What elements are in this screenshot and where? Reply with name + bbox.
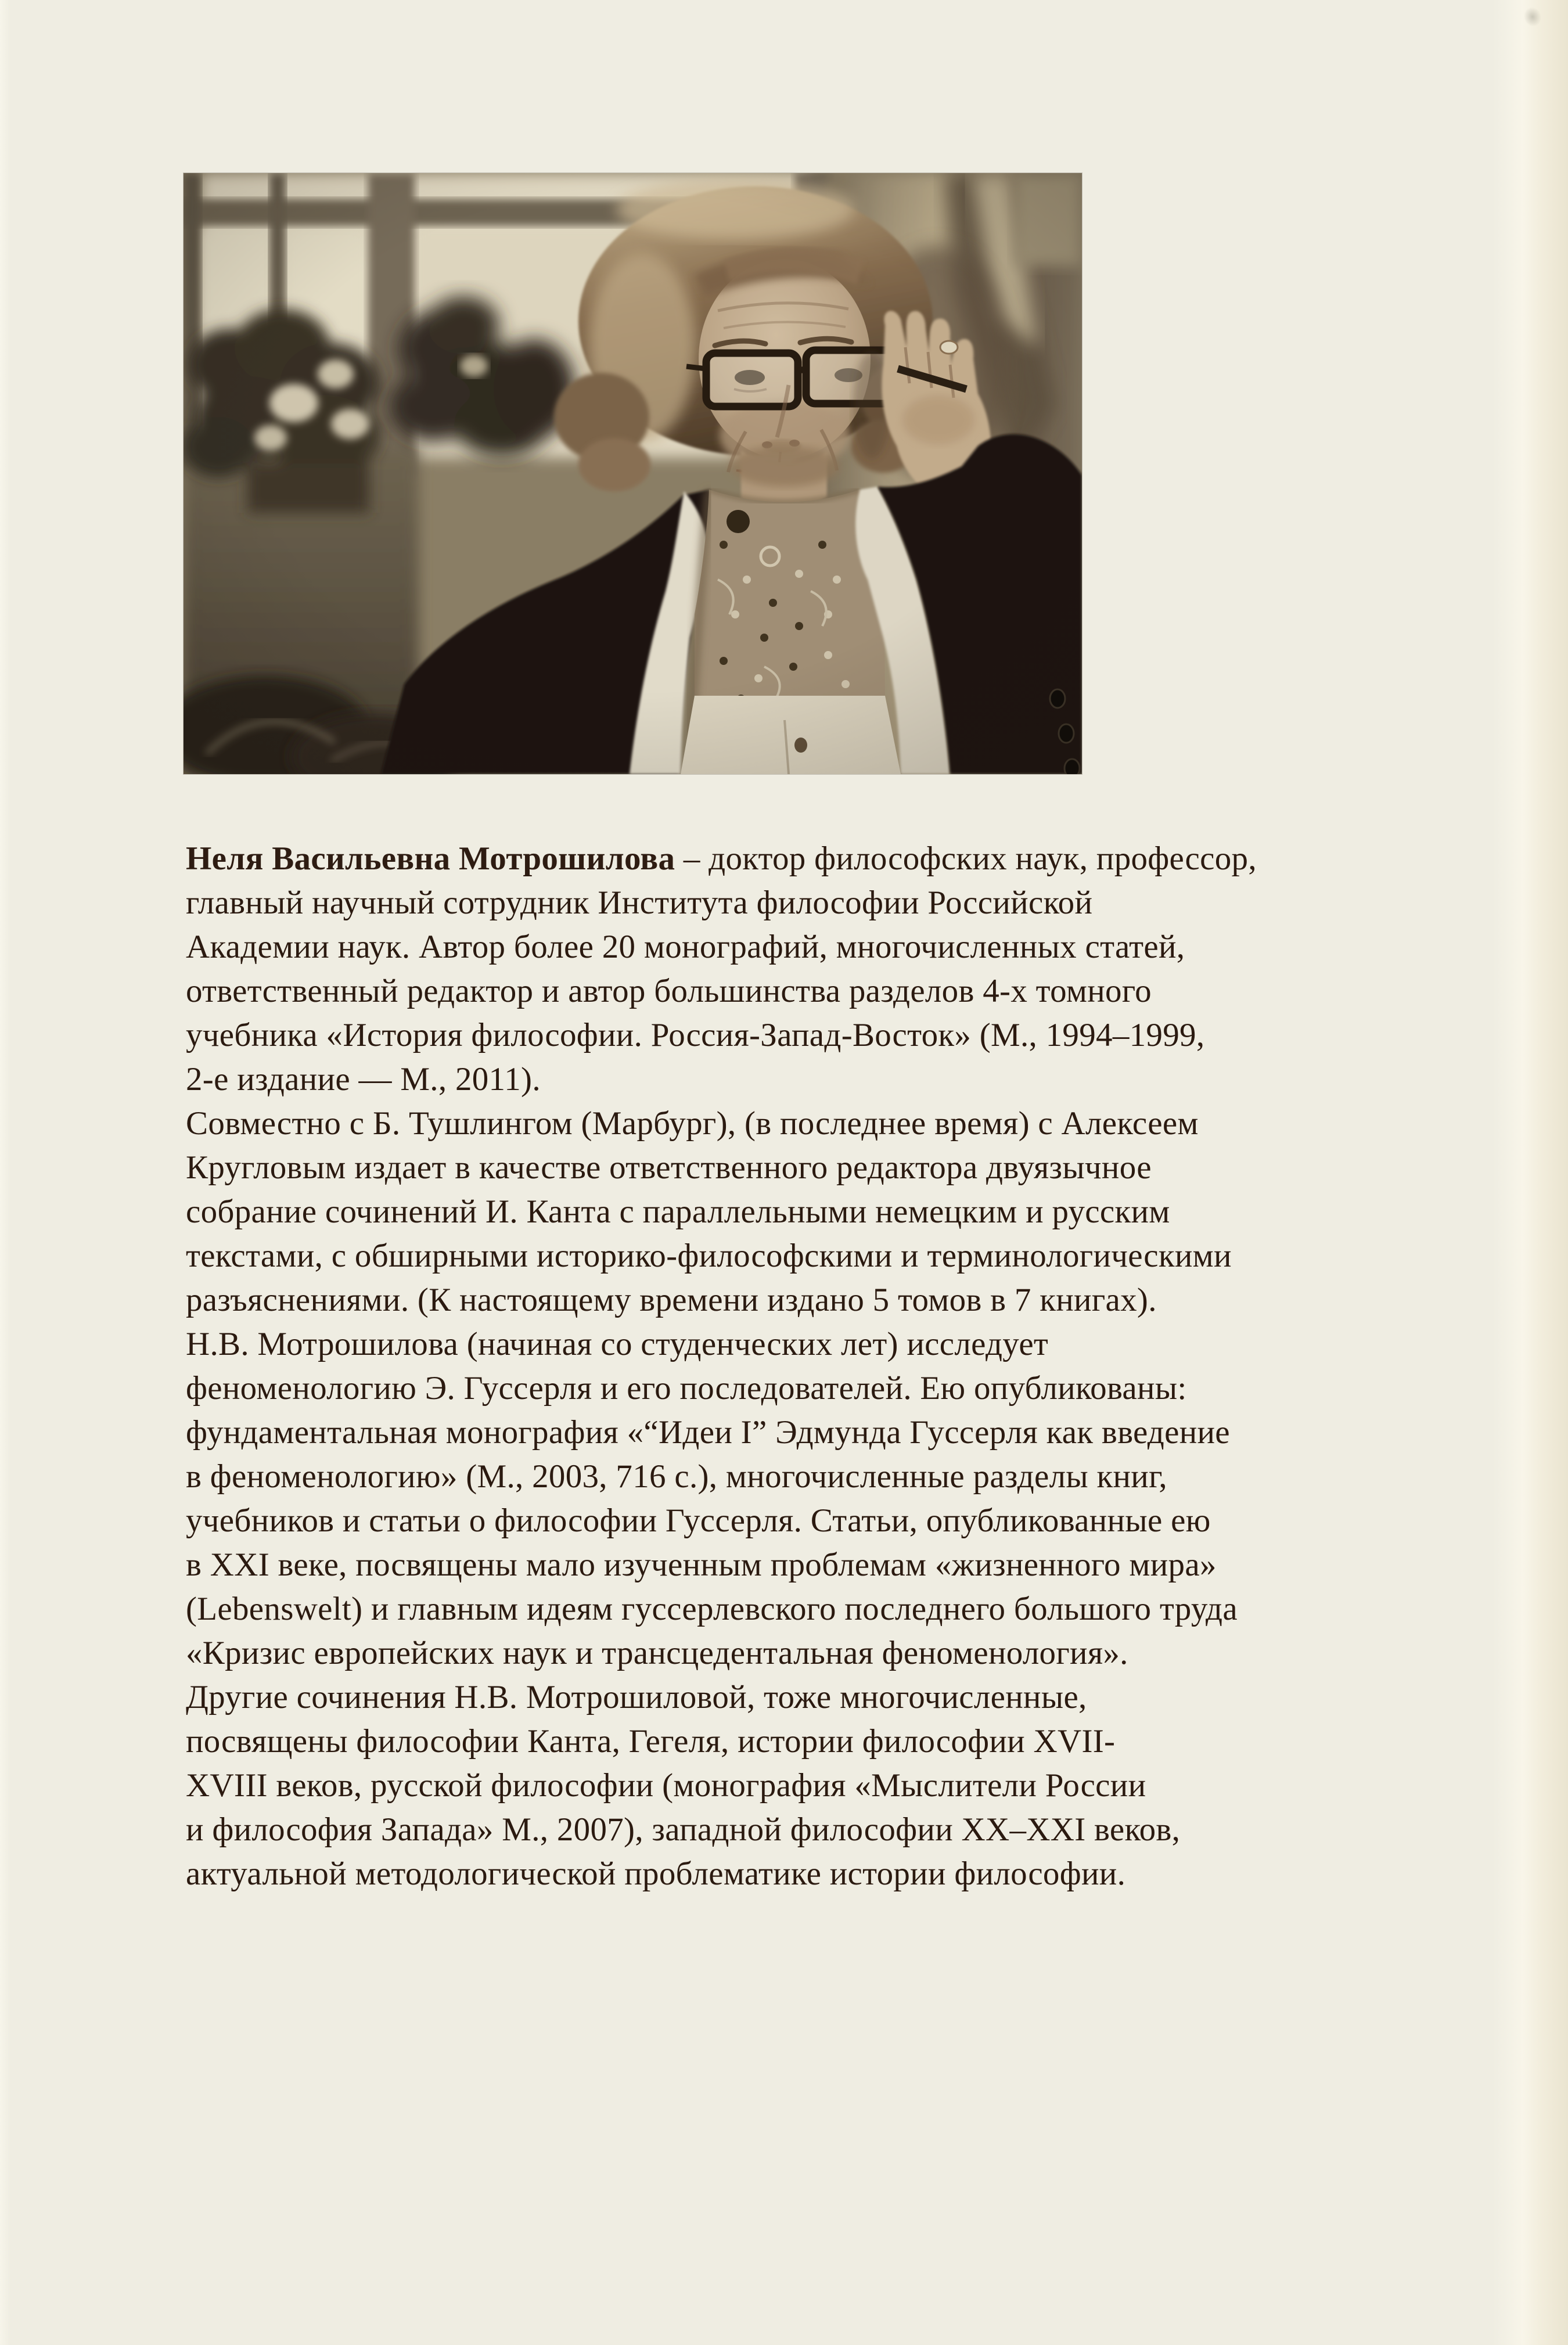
bio-line: феноменологию Э. Гуссерля и его последователей. Ею опубликованы: <box>186 1370 1187 1407</box>
portrait-photo <box>184 173 1082 774</box>
bio-line: ответственный редактор и автор большинства разделов 4-х томного <box>186 973 1152 1009</box>
bio-line: разъяснениями. (К настоящему времени издано 5 томов в 7 книгах). <box>186 1282 1157 1318</box>
scan-left-edge <box>0 0 10 2345</box>
bio-line: «Кризис европейских наук и трансцедентальная феноменология». <box>186 1635 1128 1671</box>
person-name: Неля Васильевна Мотрошилова <box>186 840 675 877</box>
bio-line: Другие сочинения Н.В. Мотрошиловой, тоже многочисленные, <box>186 1679 1087 1715</box>
bio-line: актуальной методологической проблематике истории философии. <box>186 1855 1126 1892</box>
bio-line: в феноменологию» (М., 2003, 716 с.), многочисленные разделы книг, <box>186 1458 1167 1495</box>
bio-line: учебника «История философии. Россия-Запад-Восток» (М., 1994–1999, <box>186 1017 1205 1053</box>
bio-line: Совместно с Б. Тушлингом (Марбург), (в последнее время) с Алексеем <box>186 1105 1199 1142</box>
bio-line: Н.В. Мотрошилова (начиная со студенческих лет) исследует <box>186 1326 1049 1362</box>
bio-line-name-rest: – доктор философских наук, профессор, <box>675 840 1257 877</box>
bio-line: посвящены философии Канта, Гегеля, истории философии XVII- <box>186 1723 1116 1760</box>
bio-line: главный научный сотрудник Института философии Российской <box>186 884 1093 921</box>
portrait-illustration <box>184 173 1082 774</box>
bio-line-name <box>186 837 1411 881</box>
bio-line: текстами, с обширными историко-философскими и терминологическими <box>186 1238 1232 1274</box>
bio-line: и философия Запада» М., 2007), западной философии XX–XXI веков, <box>186 1811 1181 1848</box>
bio-line: учебников и статьи о философии Гуссерля. Статьи, опубликованные ею <box>186 1502 1211 1539</box>
bio-line: (Lebenswelt) и главным идеям гуссерлевского последнего большого труда <box>186 1591 1238 1627</box>
scan-right-edge <box>1493 0 1568 2345</box>
bio-line: Кругловым издает в качестве ответственного редактора двуязычное <box>186 1149 1152 1186</box>
bio-line: Академии наук. Автор более 20 монографий, многочисленных статей, <box>186 929 1185 965</box>
bio-line: собрание сочинений И. Канта с параллельными немецким и русским <box>186 1193 1170 1230</box>
bio-line: в XXI веке, посвящены мало изученным проблемам «жизненного мира» <box>186 1546 1217 1583</box>
bio-line: 2-е издание — М., 2011). <box>186 1061 541 1098</box>
bio-line: XVIII веков, русской философии (монография «Мыслители России <box>186 1767 1146 1804</box>
biography-text <box>186 837 1411 1896</box>
bio-line: фундаментальная монография «“Идеи I” Эдмунда Гуссерля как введение <box>186 1414 1230 1451</box>
